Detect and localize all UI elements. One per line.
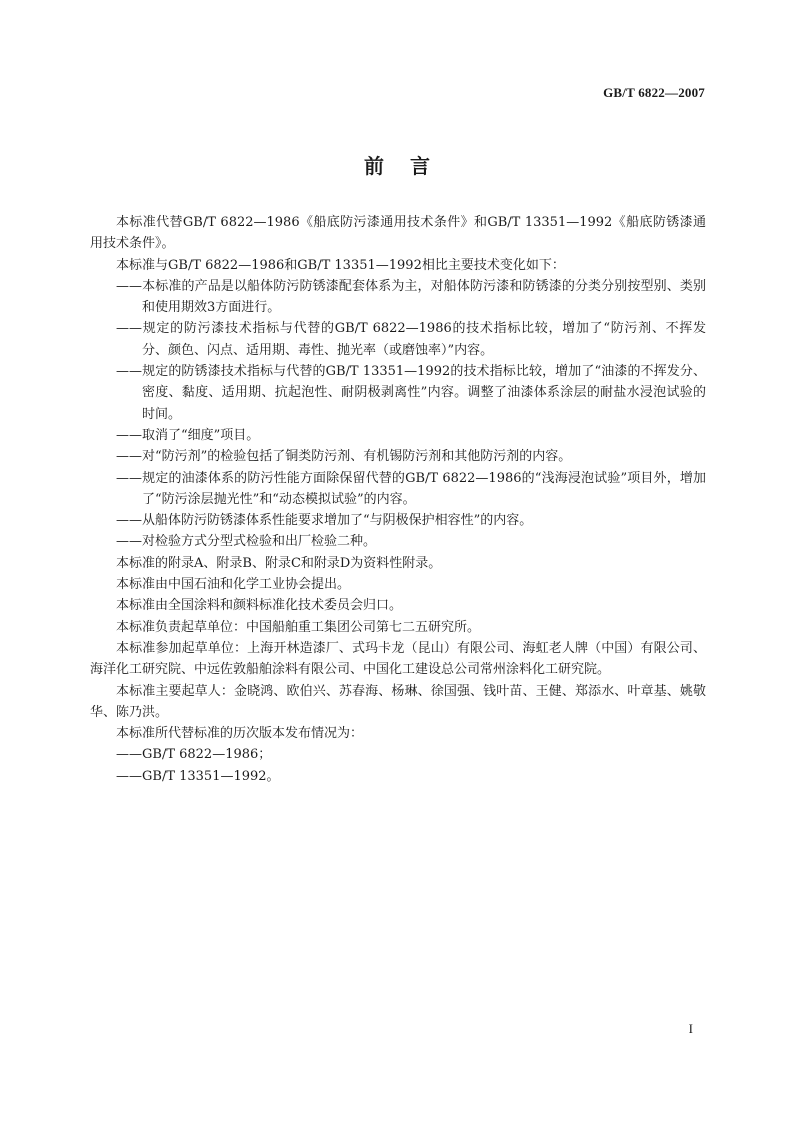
change-item: ——对检验方式分型式检验和出厂检验二种。 — [116, 534, 377, 550]
history-item: ——GB/T 13351—1992。 — [116, 768, 280, 784]
change-item: ——对“防污剂”的检验包括了铜类防污剂、有机锡防污剂和其他防污剂的内容。 — [116, 449, 572, 465]
change-item: ——规定的防污漆技术指标与代替的GB/T 6822—1986的技术指标比较，增加了“防污剂、不挥发分、颜色、闪点、适用期、毒性、抛光率（或磨蚀率）”内容。 — [116, 321, 706, 358]
change-item: ——规定的防锈漆技术指标与代替的GB/T 13351—1992的技术指标比较，增加了“油漆的不挥发分、密度、黏度、适用期、抗起泡性、耐阴极剥离性”内容。调整了油漆体系涂层的耐盐水浸泡试验的时间。 — [116, 364, 706, 422]
document-body — [90, 212, 706, 787]
change-item: ——取消了“细度”项目。 — [116, 427, 260, 443]
paragraph-history-intro: 本标准所代替标准的历次版本发布情况为： — [116, 726, 364, 742]
change-item: ——从船体防污防锈漆体系性能要求增加了“与阴极保护相容性”的内容。 — [116, 513, 533, 529]
paragraph-committee: 本标准由全国涂料和颜料标准化技术委员会归口。 — [116, 598, 403, 614]
paragraph-replaces: 本标准代替GB/T 6822—1986《船底防污漆通用技术条件》和GB/T 13351—1992《船底防锈漆通用技术条件》。 — [90, 215, 706, 252]
change-item: ——本标准的产品是以船体防污防锈漆配套体系为主，对船体防污漆和防锈漆的分类分别按型别、类别和使用期效3方面进行。 — [116, 278, 706, 316]
paragraph-proposer: 本标准由中国石油和化学工业协会提出。 — [116, 577, 351, 593]
paragraph-authors: 本标准主要起草人：金晓鸿、欧伯兴、苏春海、杨琳、徐国强、钱叶苗、王健、郑添水、叶章基、姚敬华、陈乃洪。 — [90, 683, 706, 720]
history-item: ——GB/T 6822—1986； — [116, 747, 272, 763]
paragraph-changes-intro: 本标准与GB/T 6822—1986和GB/T 13351—1992相比主要技术变化如下： — [116, 257, 565, 273]
paragraph-participants: 本标准参加起草单位：上海开林造漆厂、式玛卡龙（昆山）有限公司、海虹老人牌（中国）有限公司、海洋化工研究院、中远佐敦船舶涂料有限公司、中国化工建设总公司常州涂料化工研究院。 — [90, 640, 706, 678]
standard-code: GB/T 6822—2007 — [603, 85, 705, 100]
page-title: 前言 — [364, 154, 456, 178]
paragraph-lead-drafter: 本标准负责起草单位：中国船舶重工集团公司第七二五研究所。 — [116, 619, 481, 635]
change-item: ——规定的油漆体系的防污性能方面除保留代替的GB/T 6822—1986的“浅海浸泡试验”项目外，增加了“防污涂层抛光性”和“动态模拟试验”的内容。 — [116, 470, 706, 507]
paragraph-appendix: 本标准的附录A、附录B、附录C和附录D为资料性附录。 — [116, 555, 442, 571]
page-number: I — [688, 1021, 693, 1036]
